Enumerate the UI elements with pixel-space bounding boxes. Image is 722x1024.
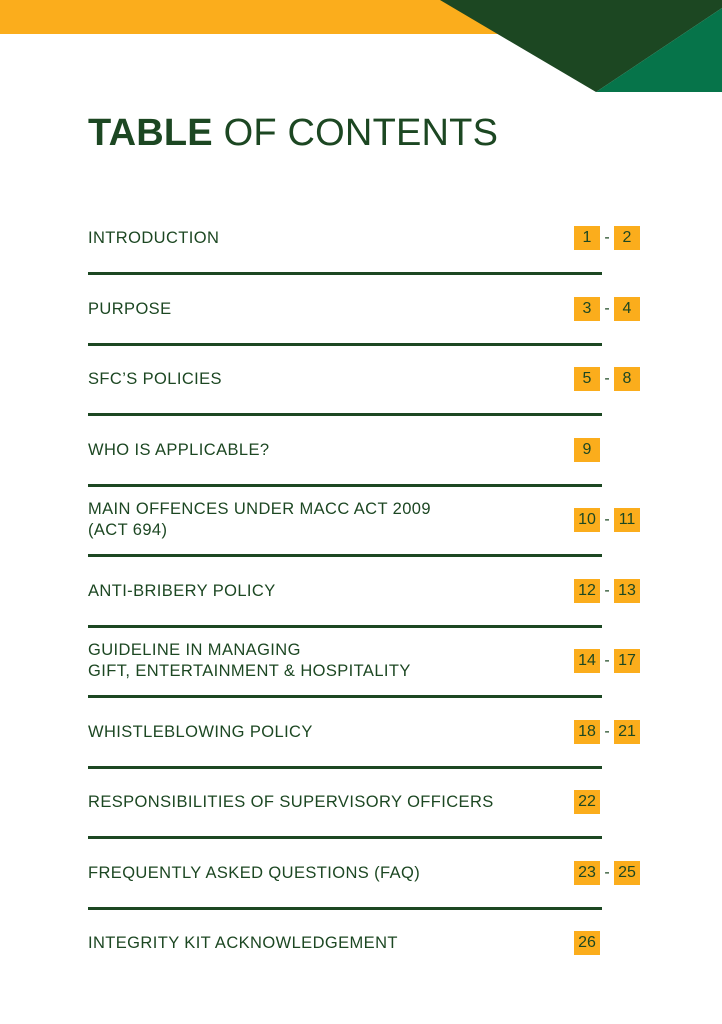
toc-entry-label bbox=[88, 420, 558, 480]
toc-divider bbox=[88, 272, 602, 275]
toc-entry-line: INTRODUCTION bbox=[88, 228, 220, 247]
toc-divider bbox=[88, 766, 602, 769]
toc-divider bbox=[88, 836, 602, 839]
page-start-badge: 1 bbox=[574, 226, 600, 250]
toc-entry[interactable] bbox=[88, 913, 648, 973]
page-start-badge: 5 bbox=[574, 367, 600, 391]
title-rest: OF CONTENTS bbox=[223, 112, 499, 154]
toc-entry-label bbox=[88, 561, 558, 621]
page-range-dash: - bbox=[604, 511, 610, 528]
toc-entry[interactable] bbox=[88, 208, 648, 268]
page-range-dash: - bbox=[604, 652, 610, 669]
toc-entry-line: RESPONSIBILITIES OF SUPERVISORY OFFICERS bbox=[88, 792, 494, 811]
toc-page-range bbox=[574, 720, 640, 744]
page-end-badge: 8 bbox=[614, 367, 640, 391]
toc-page-range bbox=[574, 649, 640, 673]
page-range-dash: - bbox=[604, 370, 610, 387]
toc-divider bbox=[88, 625, 602, 628]
toc-entry-line: SFC’S POLICIES bbox=[88, 369, 222, 388]
toc-entry-line: MAIN OFFENCES UNDER MACC ACT 2009 bbox=[88, 500, 431, 518]
toc-divider bbox=[88, 695, 602, 698]
toc-divider bbox=[88, 907, 602, 910]
toc-divider bbox=[88, 343, 602, 346]
toc-page-range bbox=[574, 579, 640, 603]
toc-page-range bbox=[574, 297, 640, 321]
page-start-badge: 22 bbox=[574, 790, 600, 814]
page-end-badge: 2 bbox=[614, 226, 640, 250]
page-start-badge: 23 bbox=[574, 861, 600, 885]
page-start-badge: 12 bbox=[574, 579, 600, 603]
toc-entry-label bbox=[88, 490, 558, 550]
page-range-dash: - bbox=[604, 723, 610, 740]
toc-page-range bbox=[574, 367, 640, 391]
toc-page-range bbox=[574, 790, 600, 814]
toc-entry-label bbox=[88, 349, 558, 409]
toc-divider bbox=[88, 484, 602, 487]
toc-entry-line: INTEGRITY KIT ACKNOWLEDGEMENT bbox=[88, 933, 398, 952]
toc-entry-label bbox=[88, 279, 558, 339]
toc-entry[interactable] bbox=[88, 843, 648, 903]
toc-entry-line: ANTI-BRIBERY POLICY bbox=[88, 581, 276, 600]
page-end-badge: 4 bbox=[614, 297, 640, 321]
toc-entry-line: GIFT, ENTERTAINMENT & HOSPITALITY bbox=[88, 662, 411, 680]
page-end-badge: 13 bbox=[614, 579, 640, 603]
page-start-badge: 9 bbox=[574, 438, 600, 462]
page-start-badge: 18 bbox=[574, 720, 600, 744]
toc-entry-line: PURPOSE bbox=[88, 299, 172, 318]
toc-entry[interactable] bbox=[88, 279, 648, 339]
toc-entry[interactable] bbox=[88, 772, 648, 832]
toc-entry[interactable] bbox=[88, 561, 648, 621]
toc-entry-line: GUIDELINE IN MANAGING bbox=[88, 641, 301, 659]
title-bold: TABLE bbox=[88, 112, 213, 154]
toc-page-range bbox=[574, 931, 600, 955]
toc-entry[interactable] bbox=[88, 349, 648, 409]
page-start-badge: 3 bbox=[574, 297, 600, 321]
toc-entry-label bbox=[88, 631, 558, 691]
page-end-badge: 21 bbox=[614, 720, 640, 744]
toc-entry-label bbox=[88, 913, 558, 973]
toc-page-range bbox=[574, 226, 640, 250]
page-range-dash: - bbox=[604, 229, 610, 246]
toc-entry[interactable] bbox=[88, 420, 648, 480]
page-end-badge: 11 bbox=[614, 508, 640, 532]
toc-page-range bbox=[574, 508, 640, 532]
toc-page-range bbox=[574, 861, 640, 885]
toc-entry-line: WHISTLEBLOWING POLICY bbox=[88, 722, 313, 741]
toc-entry-line: FREQUENTLY ASKED QUESTIONS (FAQ) bbox=[88, 863, 421, 882]
toc-entry-label bbox=[88, 843, 558, 903]
page-start-badge: 26 bbox=[574, 931, 600, 955]
toc-entry[interactable] bbox=[88, 702, 648, 762]
page-range-dash: - bbox=[604, 864, 610, 881]
page-range-dash: - bbox=[604, 300, 610, 317]
page-end-badge: 17 bbox=[614, 649, 640, 673]
toc-entry-label bbox=[88, 208, 558, 268]
page-start-badge: 14 bbox=[574, 649, 600, 673]
page-range-dash: - bbox=[604, 582, 610, 599]
toc-entry[interactable] bbox=[88, 490, 648, 550]
toc-divider bbox=[88, 413, 602, 416]
toc-page-range bbox=[574, 438, 600, 462]
toc-entry-label bbox=[88, 772, 558, 832]
toc-entry[interactable] bbox=[88, 631, 648, 691]
toc-entry-label bbox=[88, 702, 558, 762]
toc-entry-line: (ACT 694) bbox=[88, 521, 168, 539]
page-end-badge: 25 bbox=[614, 861, 640, 885]
toc-divider bbox=[88, 554, 602, 557]
page-start-badge: 10 bbox=[574, 508, 600, 532]
toc-entry-line: WHO IS APPLICABLE? bbox=[88, 440, 270, 459]
